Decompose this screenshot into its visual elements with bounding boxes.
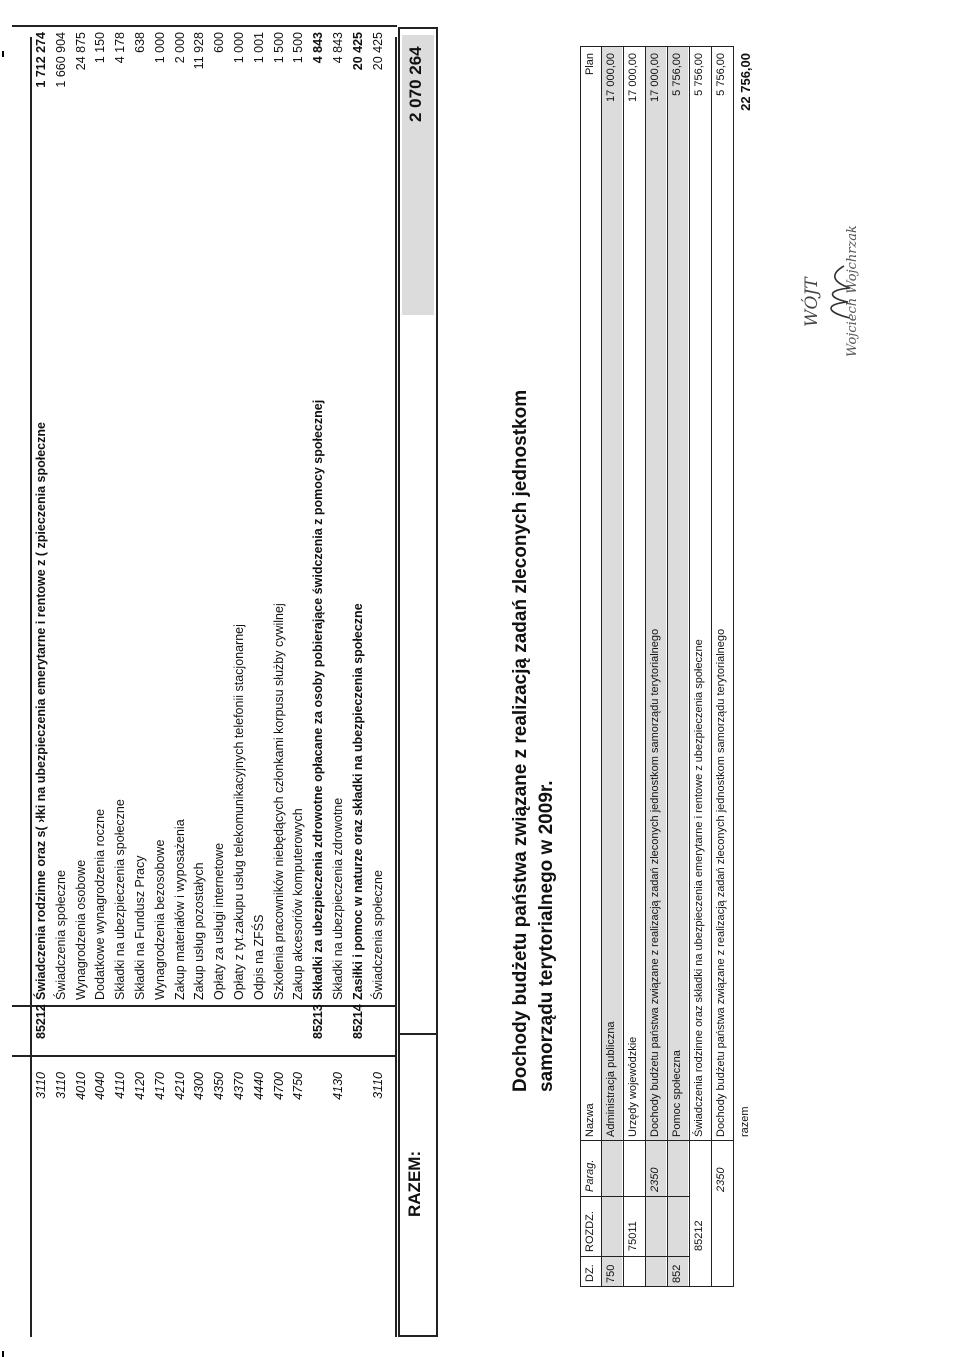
paragraf-code: 4700 <box>271 1072 286 1100</box>
plan-value: 17 000,00 <box>605 53 617 102</box>
amount-value: 1 500 <box>291 32 306 64</box>
position-name: Składki za ubezpieczenia zdrowotne opłacane za osoby pobierające świdczenia z pomocy społecznej <box>311 399 326 1000</box>
paragraf-code: 4170 <box>152 1072 167 1100</box>
amount-value: 4 843 <box>331 32 345 64</box>
header-rozdz: ROZDZ. <box>584 1211 596 1252</box>
position-name: Wynagrodzenia osobowe <box>73 859 88 1000</box>
paragraf-code: 3110 <box>370 1072 385 1099</box>
header-parag: Parag. <box>584 1159 596 1192</box>
total-value: 2 070 264 <box>406 46 425 122</box>
position-name: Zasiłki i pomoc w naturze oraz składki na ubezpieczenia społeczne <box>350 603 365 1000</box>
stamp-title: WÓJT <box>802 277 822 327</box>
header-plan: Plan <box>584 53 596 76</box>
paragraf-code: 3110 <box>53 1072 68 1099</box>
paragraf-code: 4750 <box>291 1072 306 1100</box>
plan-value: 5 756,00 <box>715 53 727 96</box>
page-subtitle: samorządu terytorialnego w 2009r. <box>536 780 557 1092</box>
paragraf-code: 4370 <box>232 1072 246 1100</box>
paragraf-code: 4010 <box>73 1072 88 1100</box>
rozdzial-code: 85212 <box>693 1220 705 1251</box>
position-name: Zakup usług pozostałych <box>192 862 207 1000</box>
total-label: RAZEM: <box>405 1150 424 1217</box>
scan-mark <box>2 51 4 57</box>
row-name: Dochody budżetu państwa związane z realizacją zadań zleconych jednostkom samorządu terytorialnego <box>715 628 727 1137</box>
amount-value: 1 000 <box>152 32 167 64</box>
position-name: Świadczenia społeczne <box>370 870 385 1000</box>
position-name: Składki na ubezpieczenia społeczne <box>113 799 128 1000</box>
position-name: Opłaty z tyt.zakupu usług telekomunikacyjnych telefonii stacjonarnej <box>232 624 246 1000</box>
amount-value: 1 660 904 <box>53 32 68 88</box>
plan-value: 5 756,00 <box>693 53 705 96</box>
position-name: Wynagrodzenia bezosobowe <box>152 839 167 1000</box>
position-name: Zakup materiałów i wyposażenia <box>172 819 187 1000</box>
amount-value: 638 <box>133 32 147 53</box>
position-name: Świadczenia rodzinne oraz s( ›łki na ubezpieczenia emerytarne i rentowe z ( zpieczenia społeczne <box>34 422 48 1000</box>
position-name: Szkolenia pracowników niebędących członkami korpusu służby cywilnej <box>271 603 286 1000</box>
position-name: Składki na Fundusz Pracy <box>133 855 147 1000</box>
amount-value: 1 000 <box>232 32 246 64</box>
paragraf-code: 4350 <box>212 1072 227 1100</box>
position-name: Dodatkowe wynagrodzenia roczne <box>93 808 108 1000</box>
plan-value: 5 756,00 <box>671 53 683 96</box>
header-dz: DZ. <box>584 1264 596 1282</box>
amount-value: 11 928 <box>192 32 207 70</box>
amount-value: 1 150 <box>93 32 108 64</box>
lower-total-label: razem <box>739 1106 751 1137</box>
plan-value: 17 000,00 <box>649 53 661 102</box>
page-title: Dochody budżetu państwa związane z realizacją zadań zleconych jednostkom <box>510 389 531 1092</box>
paragraf-code: 4300 <box>192 1072 207 1100</box>
paragraf-code: 3110 <box>34 1072 48 1099</box>
paragraf-code: 4110 <box>113 1072 128 1099</box>
paragraf-code: 4440 <box>251 1072 266 1100</box>
dzial-code: 852 <box>671 1264 683 1283</box>
plan-value: 17 000,00 <box>627 53 639 102</box>
row-name: Administracja publiczna <box>605 1021 617 1137</box>
position-name: Odpis na ZFŚS <box>251 914 266 1000</box>
amount-value: 1 712 274 <box>34 32 48 88</box>
paragraf-code: 4210 <box>172 1072 187 1100</box>
amount-value: 20 425 <box>370 32 385 71</box>
paragraf-code: 2350 <box>715 1167 727 1192</box>
amount-value: 4 178 <box>113 32 128 64</box>
paragraf-code: 4120 <box>133 1072 147 1100</box>
amount-value: 2 000 <box>172 32 187 64</box>
amount-value: 1 001 <box>251 32 266 64</box>
rozdzial-code: 85214 <box>350 1004 365 1039</box>
position-name: Zakup akcesoriów komputerowych <box>291 808 306 1000</box>
position-name: Świadczenia społeczne <box>53 870 68 1000</box>
lower-total-value: 22 756,00 <box>738 53 753 111</box>
amount-value: 600 <box>212 32 227 53</box>
amount-value: 4 843 <box>311 32 326 64</box>
scan-mark <box>2 1351 4 1357</box>
position-name: Składki na ubezpieczenia zdrowotne <box>331 797 345 1000</box>
paragraf-code: 4040 <box>93 1072 108 1100</box>
amount-value: 20 425 <box>350 32 365 71</box>
signer-name: Wojciech Wojchrzak <box>845 225 860 357</box>
row-name: Pomoc społeczna <box>671 1050 683 1137</box>
paragraf-code: 2350 <box>649 1167 661 1192</box>
row-name: Świadczenia rodzinne oraz składki na ubezpieczenia emerytarne i rentowe z ubezpieczenia społeczne <box>693 639 705 1137</box>
rozdzial-code: 85212 <box>34 1004 48 1039</box>
total-bar <box>398 27 438 1337</box>
amount-value: 24 875 <box>73 32 88 71</box>
rozdzial-code: 75011 <box>627 1221 639 1251</box>
row-name: Dochody budżetu państwa związane z realizacją zadań zleconych jednostkom samorządu terytorialnego <box>649 628 661 1137</box>
rozdzial-code: 85213 <box>311 1004 326 1039</box>
row-name: Urzędy wojewódzkie <box>627 1036 639 1137</box>
position-name: Opłaty za usługi internetowe <box>212 842 227 1000</box>
header-name: Nazwa <box>584 1103 596 1137</box>
dzial-code: 750 <box>605 1264 617 1283</box>
paragraf-code: 4130 <box>331 1072 345 1100</box>
amount-value: 1 500 <box>271 32 286 64</box>
